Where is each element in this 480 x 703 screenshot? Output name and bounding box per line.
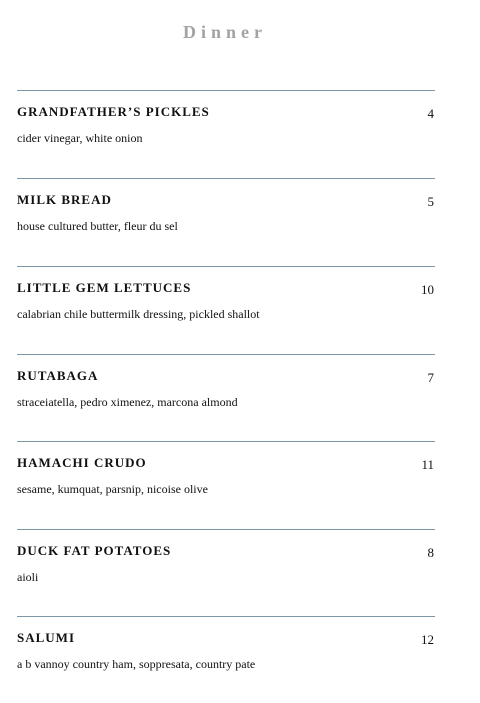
item-description: house cultured butter, fleur du sel [17,219,178,233]
item-price: 11 [421,457,434,472]
item-description: calabrian chile buttermilk dressing, pickled shallot [17,307,260,321]
item-name: RUTABAGA [17,368,99,383]
item-name: HAMACHI CRUDO [17,455,147,470]
item-divider [17,266,435,267]
item-name: MILK BREAD [17,192,112,207]
item-name: GRANDFATHER’S PICKLES [17,104,210,119]
item-price: 8 [427,545,434,560]
item-name: LITTLE GEM LETTUCES [17,280,192,295]
menu-item [17,616,435,703]
item-description: cider vinegar, white onion [17,131,143,145]
item-description: sesame, kumquat, parsnip, nicoise olive [17,482,208,496]
item-divider [17,616,435,617]
item-divider [17,529,435,530]
menu-item [17,266,435,353]
item-name: SALUMI [17,630,76,645]
item-price: 5 [427,194,434,209]
item-price: 12 [421,632,434,647]
item-description: aioli [17,570,39,584]
menu-item [17,90,435,177]
menu-title: Dinner [183,22,267,42]
item-description: a b vannoy country ham, soppresata, country pate [17,657,256,671]
menu-item [17,178,435,265]
item-divider [17,178,435,179]
item-divider [17,90,435,91]
item-price: 10 [421,282,434,297]
menu-item [17,354,435,441]
item-divider [17,441,435,442]
item-divider [17,354,435,355]
menu-item [17,529,435,616]
menu-item [17,441,435,528]
item-price: 7 [427,370,434,385]
item-name: DUCK FAT POTATOES [17,543,172,558]
item-price: 4 [427,106,434,121]
item-description: straceiatella, pedro ximenez, marcona almond [17,395,238,409]
